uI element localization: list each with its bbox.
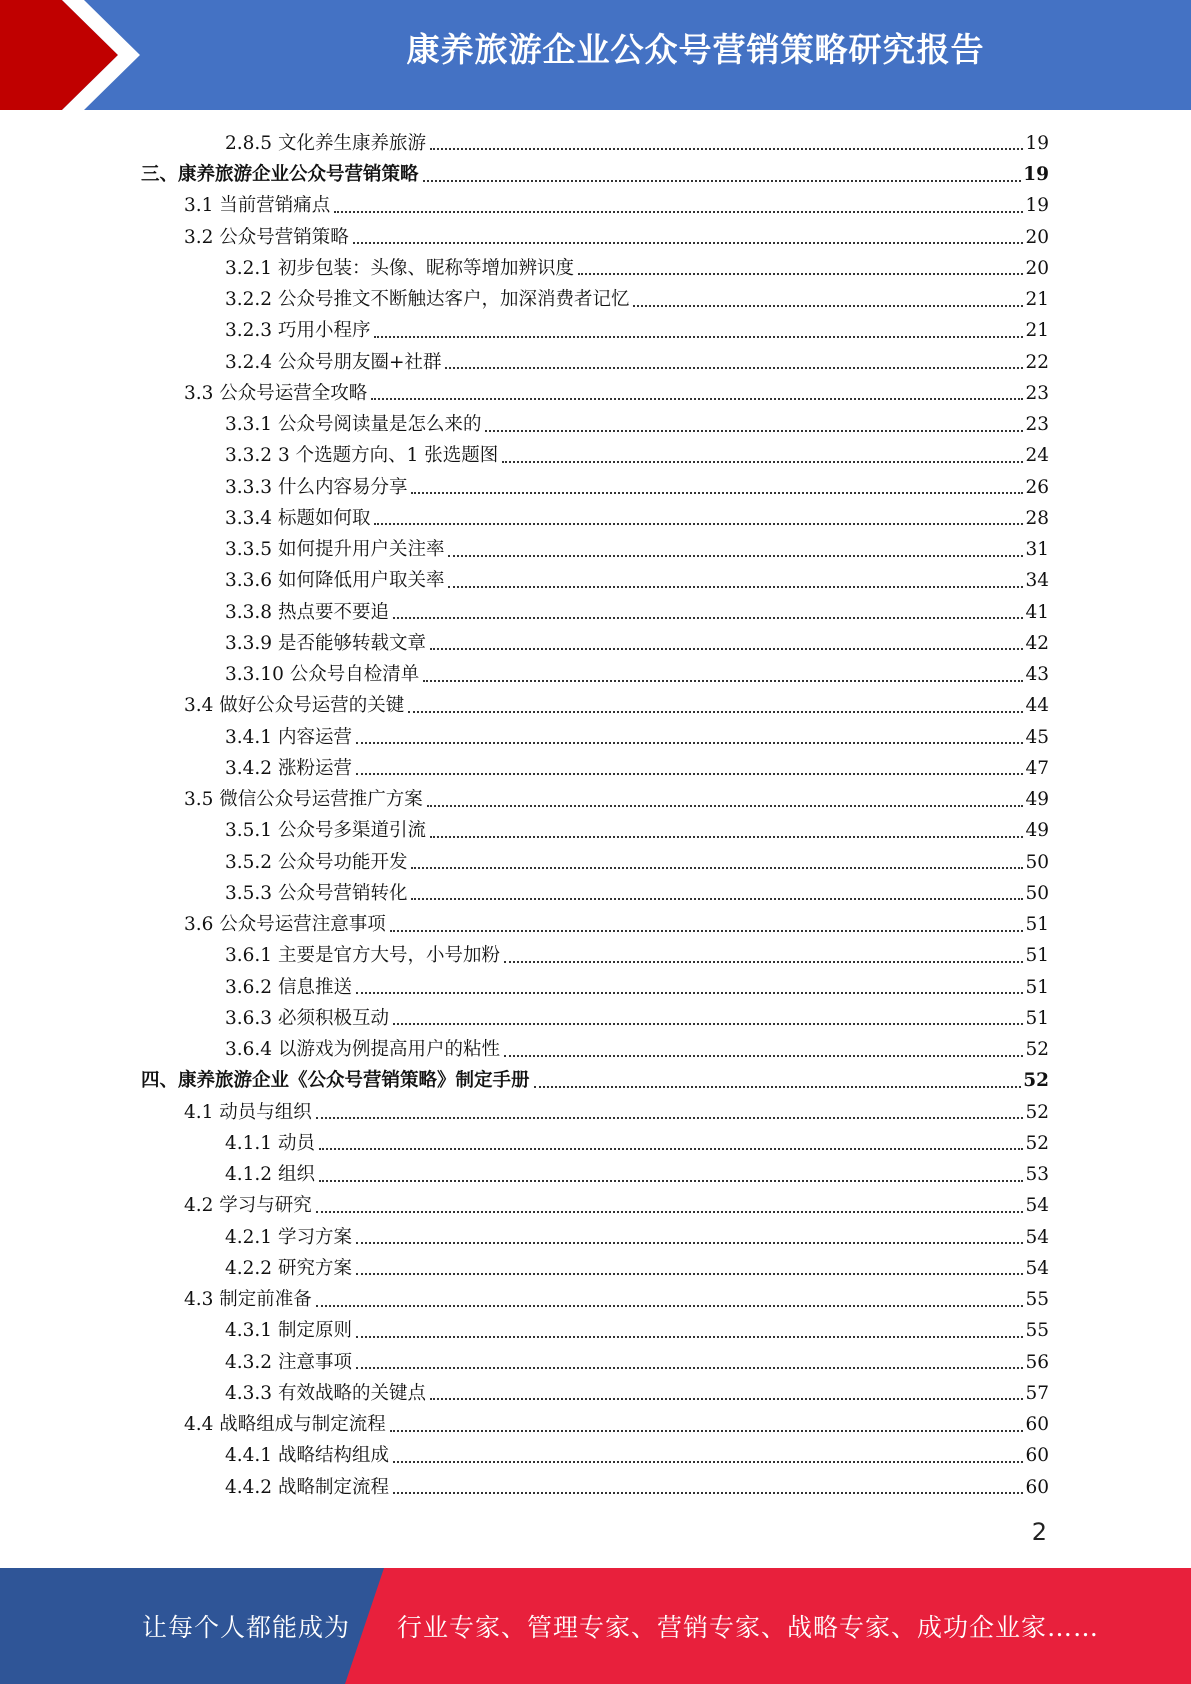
toc-entry-label: 4.3 制定前准备: [184, 1289, 312, 1311]
toc-dot-leader: [356, 742, 1024, 744]
toc-dot-leader: [393, 1492, 1023, 1494]
toc-entry[interactable]: [141, 1003, 1049, 1034]
toc-entry-label: 3.5.2 公众号功能开发: [225, 851, 408, 873]
toc-entry-label: 3.3.8 热点要不要追: [225, 601, 389, 623]
toc-entry-label: 3.2.3 巧用小程序: [225, 320, 371, 342]
toc-entry-page: 51: [1025, 1007, 1049, 1029]
toc-entry-page: 45: [1025, 726, 1049, 748]
toc-entry-page: 50: [1025, 851, 1049, 873]
footer-band: [0, 1568, 1191, 1684]
toc-entry[interactable]: [141, 691, 1049, 722]
toc-entry-label: 4.2 学习与研究: [184, 1195, 312, 1217]
toc-entry-label: 3.3.4 标题如何取: [225, 507, 371, 529]
toc-dot-leader: [485, 430, 1023, 432]
toc-entry-page: 24: [1025, 445, 1049, 467]
toc-entry-page: 55: [1025, 1289, 1049, 1311]
toc-entry-page: 19: [1025, 132, 1049, 154]
toc-dot-leader: [374, 523, 1023, 525]
red-arrow-decoration: [0, 0, 160, 110]
toc-entry-label: 3.3.1 公众号阅读量是怎么来的: [225, 414, 482, 436]
toc-entry[interactable]: [141, 1316, 1049, 1347]
toc-entry[interactable]: [141, 191, 1049, 222]
toc-entry[interactable]: [141, 472, 1049, 503]
toc-entry[interactable]: [141, 503, 1049, 534]
toc-entry-label: 3.3.10 公众号自检清单: [225, 664, 420, 686]
toc-dot-leader: [448, 555, 1023, 557]
toc-entry-label: 3.1 当前营销痛点: [184, 195, 331, 217]
toc-dot-leader: [445, 367, 1023, 369]
toc-entry-label: 3.3.3 什么内容易分享: [225, 476, 408, 498]
toc-dot-leader: [430, 1398, 1023, 1400]
toc-entry-page: 52: [1025, 1132, 1049, 1154]
toc-entry[interactable]: [141, 378, 1049, 409]
toc-entry-label: 3.5.3 公众号营销转化: [225, 882, 408, 904]
toc-entry-label: 3.6.3 必须积极互动: [225, 1007, 389, 1029]
toc-entry[interactable]: [141, 1159, 1049, 1190]
toc-dot-leader: [427, 805, 1024, 807]
toc-entry-label: 4.1 动员与组织: [184, 1101, 312, 1123]
toc-entry[interactable]: [141, 1347, 1049, 1378]
toc-entry-label: 3.4 做好公众号运营的关键: [184, 695, 405, 717]
toc-entry-page: 43: [1025, 664, 1049, 686]
toc-entry-page: 60: [1025, 1476, 1049, 1498]
toc-entry-page: 23: [1025, 382, 1049, 404]
toc-entry-label: 3.4.1 内容运营: [225, 726, 352, 748]
toc-entry-page: 20: [1025, 226, 1049, 248]
toc-entry[interactable]: [141, 253, 1049, 284]
toc-dot-leader: [502, 461, 1023, 463]
toc-dot-leader: [430, 836, 1023, 838]
toc-dot-leader: [411, 492, 1023, 494]
toc-dot-leader: [411, 898, 1023, 900]
toc-entry[interactable]: [141, 816, 1049, 847]
toc-dot-leader: [316, 1211, 1024, 1213]
toc-dot-leader: [353, 242, 1024, 244]
toc-entry-label: 4.2.2 研究方案: [225, 1257, 352, 1279]
toc-entry-label: 3.3.2 3 个选题方向、1 张选题图: [225, 445, 499, 467]
toc-dot-leader: [534, 1086, 1022, 1088]
toc-entry-label: 4.1.1 动员: [225, 1132, 315, 1154]
toc-entry-page: 20: [1025, 257, 1049, 279]
toc-entry-label: 3.6.2 信息推送: [225, 976, 352, 998]
toc-entry-page: 56: [1025, 1351, 1049, 1373]
toc-dot-leader: [393, 617, 1023, 619]
toc-entry-page: 23: [1025, 414, 1049, 436]
toc-entry[interactable]: [141, 316, 1049, 347]
toc-entry[interactable]: [141, 1378, 1049, 1409]
toc-entry[interactable]: [141, 1284, 1049, 1315]
toc-dot-leader: [423, 180, 1022, 182]
toc-dot-leader: [356, 1242, 1024, 1244]
toc-entry[interactable]: [141, 1191, 1049, 1222]
footer-slogan-left: 让每个人都能成为: [142, 1613, 351, 1642]
toc-entry[interactable]: [141, 722, 1049, 753]
toc-dot-leader: [393, 1023, 1023, 1025]
toc-dot-leader: [633, 305, 1023, 307]
toc-entry-label: 4.3.3 有效战略的关键点: [225, 1382, 426, 1404]
toc-entry-page: 42: [1025, 632, 1049, 654]
toc-entry[interactable]: [141, 1441, 1049, 1472]
toc-dot-leader: [504, 961, 1023, 963]
toc-entry-page: 19: [1025, 195, 1049, 217]
toc-entry-page: 54: [1025, 1195, 1049, 1217]
toc-entry[interactable]: [141, 878, 1049, 909]
toc-dot-leader: [356, 1336, 1024, 1338]
toc-dot-leader: [578, 273, 1023, 275]
toc-entry-label: 3.5.1 公众号多渠道引流: [225, 820, 426, 842]
toc-entry[interactable]: [141, 847, 1049, 878]
toc-entry-page: 60: [1025, 1414, 1049, 1436]
toc-dot-leader: [334, 211, 1023, 213]
toc-entry[interactable]: [141, 566, 1049, 597]
toc-entry-label: 三、康养旅游企业公众号营销策略: [141, 164, 419, 186]
toc-entry[interactable]: [141, 1472, 1049, 1503]
toc-dot-leader: [390, 930, 1024, 932]
toc-entry-page: 21: [1025, 289, 1049, 311]
header-band: [0, 0, 1191, 110]
toc-entry-page: 52: [1023, 1070, 1049, 1092]
document-title: 康养旅游企业公众号营销策略研究报告: [406, 30, 985, 69]
toc-dot-leader: [356, 1367, 1024, 1369]
toc-entry[interactable]: [141, 1222, 1049, 1253]
toc-entry-page: 28: [1025, 507, 1049, 529]
toc-entry-page: 51: [1025, 976, 1049, 998]
toc-entry-page: 55: [1025, 1320, 1049, 1342]
toc-entry-page: 50: [1025, 882, 1049, 904]
toc-entry[interactable]: [141, 284, 1049, 315]
toc-entry-page: 21: [1025, 320, 1049, 342]
toc-entry-page: 22: [1025, 351, 1049, 373]
toc-entry[interactable]: [141, 159, 1049, 190]
toc-entry[interactable]: [141, 628, 1049, 659]
toc-dot-leader: [430, 648, 1023, 650]
toc-entry-page: 31: [1025, 539, 1049, 561]
toc-dot-leader: [316, 1117, 1024, 1119]
toc-dot-leader: [504, 1055, 1023, 1057]
toc-entry-page: 51: [1025, 914, 1049, 936]
toc-entry-page: 52: [1025, 1101, 1049, 1123]
toc-entry[interactable]: [141, 597, 1049, 628]
toc-entry-label: 3.6.4 以游戏为例提高用户的粘性: [225, 1039, 500, 1061]
toc-entry-page: 54: [1025, 1226, 1049, 1248]
toc-dot-leader: [393, 1461, 1023, 1463]
toc-entry-label: 3.5 微信公众号运营推广方案: [184, 789, 423, 811]
toc-dot-leader: [319, 1148, 1024, 1150]
toc-entry-label: 3.2.1 初步包装：头像、昵称等增加辨识度: [225, 257, 574, 279]
page-number: 2: [1031, 1518, 1047, 1546]
toc-dot-leader: [430, 148, 1023, 150]
toc-entry[interactable]: [141, 1253, 1049, 1284]
toc-dot-leader: [319, 1180, 1024, 1182]
toc-entry[interactable]: [141, 1128, 1049, 1159]
toc-entry-label: 4.3.2 注意事项: [225, 1351, 352, 1373]
toc-dot-leader: [423, 680, 1023, 682]
toc-entry-page: 57: [1025, 1382, 1049, 1404]
toc-entry-page: 51: [1025, 945, 1049, 967]
toc-entry-label: 4.4.1 战略结构组成: [225, 1445, 389, 1467]
toc-entry-label: 3.4.2 涨粉运营: [225, 757, 352, 779]
toc-entry-page: 52: [1025, 1039, 1049, 1061]
toc-entry-page: 41: [1025, 601, 1049, 623]
toc-entry-page: 60: [1025, 1445, 1049, 1467]
toc-entry-label: 3.3.6 如何降低用户取关率: [225, 570, 445, 592]
toc-entry[interactable]: [141, 1066, 1049, 1097]
toc-entry-page: 47: [1025, 757, 1049, 779]
toc-entry-label: 4.2.1 学习方案: [225, 1226, 352, 1248]
toc-dot-leader: [356, 992, 1024, 994]
toc-entry-page: 53: [1025, 1164, 1049, 1186]
toc-entry[interactable]: [141, 1097, 1049, 1128]
toc-entry-page: 49: [1025, 820, 1049, 842]
toc-entry[interactable]: [141, 1034, 1049, 1065]
toc-entry-label: 4.1.2 组织: [225, 1164, 315, 1186]
toc-entry-label: 3.3 公众号运营全攻略: [184, 382, 368, 404]
toc-entry[interactable]: [141, 941, 1049, 972]
toc-dot-leader: [356, 773, 1024, 775]
toc-entry[interactable]: [141, 128, 1049, 159]
toc-entry-page: 19: [1023, 164, 1049, 186]
toc-entry[interactable]: [141, 441, 1049, 472]
footer-slogan-right: 行业专家、管理专家、营销专家、战略专家、成功企业家……: [397, 1613, 1100, 1642]
toc-dot-leader: [356, 1273, 1024, 1275]
toc-entry-page: 49: [1025, 789, 1049, 811]
toc-entry[interactable]: [141, 972, 1049, 1003]
toc-entry-label: 3.2 公众号营销策略: [184, 226, 349, 248]
toc-entry[interactable]: [141, 534, 1049, 565]
toc-entry-page: 54: [1025, 1257, 1049, 1279]
toc-dot-leader: [390, 1430, 1024, 1432]
toc-entry[interactable]: [141, 909, 1049, 940]
toc-entry-label: 4.4 战略组成与制定流程: [184, 1414, 386, 1436]
toc-entry[interactable]: [141, 222, 1049, 253]
toc-dot-leader: [411, 867, 1023, 869]
toc-entry-label: 3.6.1 主要是官方大号，小号加粉: [225, 945, 500, 967]
toc-entry-label: 3.2.4 公众号朋友圈+社群: [225, 351, 442, 373]
toc-entry-label: 4.3.1 制定原则: [225, 1320, 352, 1342]
toc-entry-label: 四、康养旅游企业《公众号营销策略》制定手册: [141, 1070, 530, 1092]
toc-entry[interactable]: [141, 659, 1049, 690]
toc-dot-leader: [448, 586, 1023, 588]
toc-entry[interactable]: [141, 753, 1049, 784]
toc-entry-label: 2.8.5 文化养生康养旅游: [225, 132, 426, 154]
toc-entry-page: 26: [1025, 476, 1049, 498]
toc-entry[interactable]: [141, 409, 1049, 440]
toc-dot-leader: [374, 336, 1023, 338]
table-of-contents: [141, 128, 1049, 1503]
toc-entry-label: 3.3.5 如何提升用户关注率: [225, 539, 445, 561]
toc-dot-leader: [408, 711, 1023, 713]
toc-entry-label: 3.2.2 公众号推文不断触达客户，加深消费者记忆: [225, 289, 630, 311]
toc-dot-leader: [371, 398, 1023, 400]
toc-entry-label: 3.6 公众号运营注意事项: [184, 914, 386, 936]
toc-entry[interactable]: [141, 347, 1049, 378]
toc-entry-label: 3.3.9 是否能够转载文章: [225, 632, 426, 654]
toc-entry[interactable]: [141, 784, 1049, 815]
toc-entry-page: 34: [1025, 570, 1049, 592]
toc-entry-page: 44: [1025, 695, 1049, 717]
toc-dot-leader: [316, 1305, 1024, 1307]
toc-entry-label: 4.4.2 战略制定流程: [225, 1476, 389, 1498]
toc-entry[interactable]: [141, 1409, 1049, 1440]
